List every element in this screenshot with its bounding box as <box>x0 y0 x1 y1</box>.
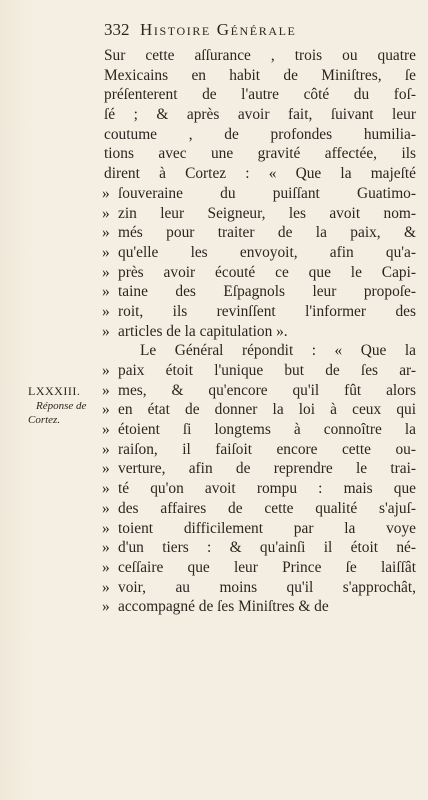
text-line <box>104 85 416 105</box>
page-header <box>104 20 414 44</box>
quote-mark: » <box>102 263 110 281</box>
quote-mark: » <box>102 224 110 242</box>
text-line <box>104 558 416 578</box>
quote-mark: » <box>102 283 110 301</box>
text-line <box>104 519 416 539</box>
line-text: articles de la capitulation ». <box>118 322 288 340</box>
page-number: 332 <box>104 20 130 39</box>
line-text: verture, afin de reprendre le trai- <box>118 460 416 478</box>
text-line <box>104 440 416 460</box>
text-line <box>104 144 416 164</box>
text-line <box>104 125 416 145</box>
line-text: raiſon, il faiſoit encore cette ou- <box>118 440 416 458</box>
text-line <box>104 263 416 283</box>
line-text: més pour traiter de la paix, & <box>118 224 416 242</box>
body-text <box>104 46 416 617</box>
quote-mark: » <box>102 519 110 537</box>
line-text: en état de donner la loi à ceux qui <box>118 401 416 419</box>
line-text: Mexicains en habit de Miniſtres, ſe <box>104 66 416 84</box>
quote-mark: » <box>102 480 110 498</box>
text-line <box>104 164 416 184</box>
text-line <box>104 322 416 342</box>
line-text: accompagné de ſes Miniſtres & de <box>118 598 329 616</box>
quote-mark: » <box>102 598 110 616</box>
text-line <box>104 459 416 479</box>
text-line <box>104 105 416 125</box>
quote-mark: » <box>102 440 110 458</box>
line-text: zin leur Seigneur, les avoit nom- <box>118 204 416 222</box>
running-title: Histoire Générale <box>140 20 297 39</box>
line-text: paix étoit l'unique but de ſes ar- <box>118 362 416 379</box>
quote-mark: » <box>102 460 110 478</box>
quote-mark: » <box>102 558 110 576</box>
line-text: mes, & qu'encore qu'il fût alors <box>118 381 416 399</box>
line-text: qu'elle les envoyoit, afin qu'a- <box>118 243 416 261</box>
line-text: Le Général répondit : « Que la <box>140 342 416 360</box>
line-text: des affaires de cette qualité s'ajuſ- <box>118 499 416 517</box>
line-text: étoient ſi longtems à connoître la <box>118 421 416 439</box>
line-text: taine des Eſpagnols leur propoſe- <box>118 283 416 301</box>
quote-mark: » <box>102 578 110 596</box>
text-line <box>104 66 416 86</box>
text-line <box>104 361 416 381</box>
quote-mark: » <box>102 362 110 379</box>
margin-summary <box>28 399 108 427</box>
text-line <box>104 223 416 243</box>
line-text: té qu'on avoit rompu : mais que <box>118 480 416 498</box>
line-text: roit, ils revinſſent l'informer des <box>118 302 416 320</box>
text-line <box>104 538 416 558</box>
text-line <box>104 499 416 519</box>
text-line <box>104 302 416 322</box>
text-line <box>104 578 416 598</box>
text-line <box>104 184 416 204</box>
text-line <box>104 204 416 224</box>
line-text: tions avec une gravité affectée, ils <box>104 145 416 163</box>
quote-mark: » <box>102 184 110 202</box>
margin-summary-line: Réponse de <box>36 400 87 412</box>
line-text: Sur cette aſſurance , trois ou quatre <box>104 47 416 64</box>
text-line <box>104 400 416 420</box>
line-text: d'un tiers : & qu'ainſi il étoit né- <box>118 539 416 557</box>
text-line <box>104 597 416 617</box>
text-line <box>104 341 416 361</box>
line-text: ſé ; & après avoir fait, ſuivant leur <box>104 106 416 124</box>
line-text: préſenterent de l'autre côté du foſ- <box>104 86 416 104</box>
line-text: ceſſaire que leur Prince ſe laiſſât <box>118 558 416 576</box>
quote-mark: » <box>102 401 110 419</box>
margin-paragraph-number: LXXXIII. <box>28 384 81 398</box>
margin-note <box>28 384 108 427</box>
quote-mark: » <box>102 499 110 517</box>
line-text: toient difficilement par la voye <box>118 519 416 537</box>
quote-mark: » <box>102 243 110 261</box>
line-text: près avoir écouté ce que le Capi- <box>118 263 416 281</box>
quote-mark: » <box>102 302 110 320</box>
text-line <box>104 243 416 263</box>
line-text: ſouveraine du puiſſant Guatimo- <box>118 184 416 202</box>
quote-mark: » <box>102 381 110 399</box>
quote-mark: » <box>102 421 110 439</box>
line-text: voir, au moins qu'il s'approchât, <box>118 578 416 596</box>
text-line <box>104 46 416 66</box>
text-line <box>104 282 416 302</box>
text-line <box>104 420 416 440</box>
text-line <box>104 479 416 499</box>
margin-summary-line: Cortez. <box>28 414 61 426</box>
quote-mark: » <box>102 204 110 222</box>
line-text: dirent à Cortez : « Que la majeſté <box>104 165 416 183</box>
quote-mark: » <box>102 539 110 557</box>
quote-mark: » <box>102 322 110 340</box>
text-line <box>104 381 416 401</box>
line-text: coutume , de profondes humilia- <box>104 125 416 143</box>
